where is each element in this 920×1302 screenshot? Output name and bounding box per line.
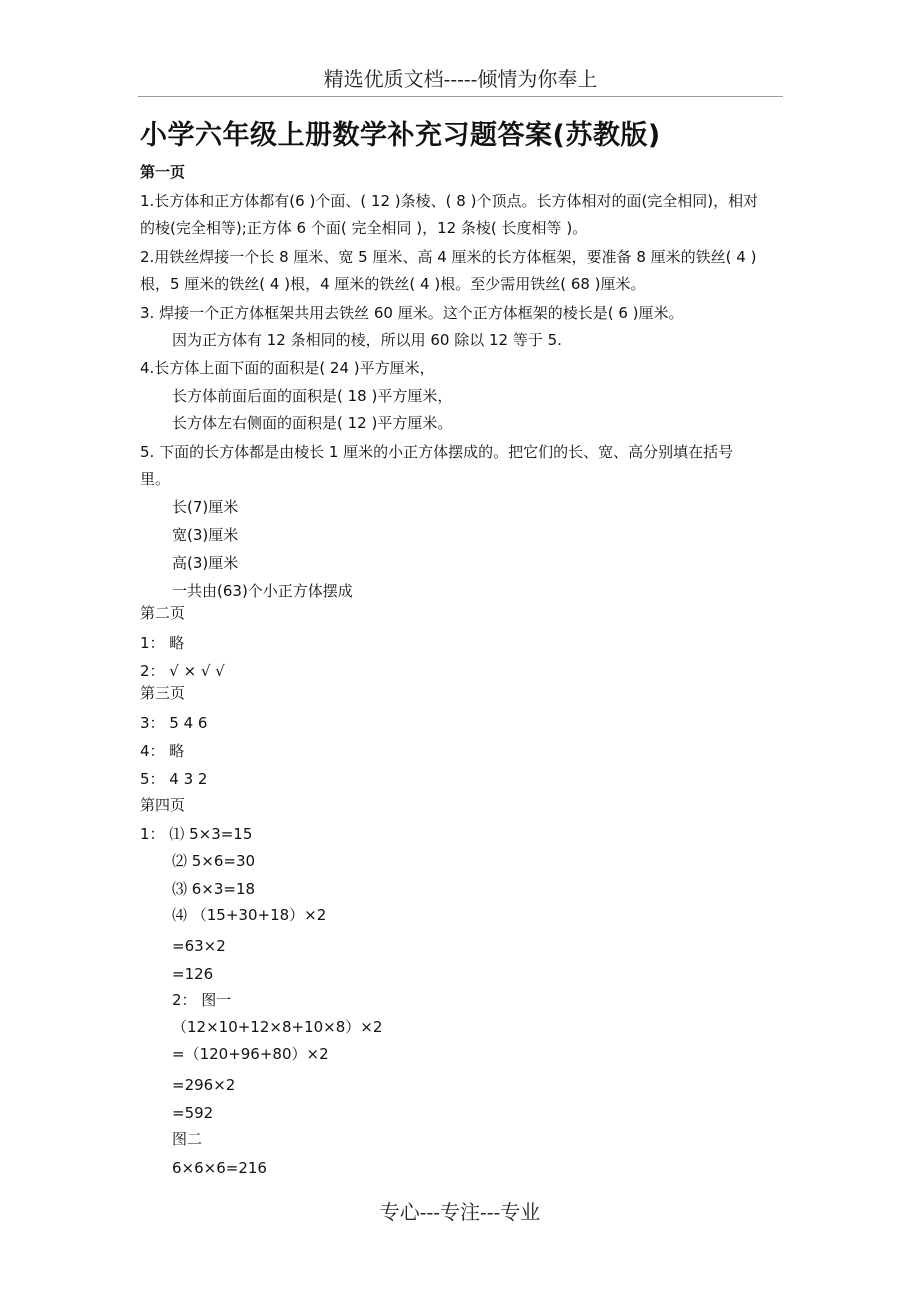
question-3-line-2: 因为正方体有 12 条相同的棱，所以用 60 除以 12 等于 5. <box>172 331 562 349</box>
question-5-line-1: 5. 下面的长方体都是由棱长 1 厘米的小正方体摆成的。把它们的长、宽、高分别填在括号 <box>140 443 734 461</box>
page4-line-13: 6×6×6=216 <box>172 1159 267 1177</box>
section-heading-page1: 第一页 <box>140 163 186 181</box>
page3-answer-3: 3： 5 4 6 <box>140 714 208 732</box>
question-3-line-1: 3. 焊接一个正方体框架共用去铁丝 60 厘米。这个正方体框架的棱长是( 6 )厘米。 <box>140 304 684 322</box>
question-5-width: 宽(3)厘米 <box>172 526 239 544</box>
document-title: 小学六年级上册数学补充习题答案(苏教版) <box>140 120 661 151</box>
page2-answer-2: 2： √ × √ √ <box>140 662 225 680</box>
question-1-line-2: 的棱(完全相等);正方体 6 个面( 完全相同 )，12 条棱( 长度相等 )。 <box>140 219 588 237</box>
question-4-line-3: 长方体左右侧面的面积是( 12 )平方厘米。 <box>172 414 453 432</box>
question-4-line-1: 4.长方体上面下面的面积是( 24 )平方厘米， <box>140 359 435 377</box>
page4-line-1: 1： ⑴ 5×3=15 <box>140 825 253 843</box>
section-heading-page3: 第三页 <box>140 684 186 702</box>
question-5-line-2: 里。 <box>140 470 171 488</box>
page4-line-12: 图二 <box>172 1130 203 1148</box>
page3-answer-5: 5： 4 3 2 <box>140 770 208 788</box>
section-heading-page4: 第四页 <box>140 796 186 814</box>
page4-line-5: =63×2 <box>172 937 226 955</box>
question-1-line-1: 1.长方体和正方体都有(6 )个面、( 12 )条棱、( 8 )个顶点。长方体相对的面(完全相同)，相对 <box>140 192 759 210</box>
page4-line-9: =（120+96+80）×2 <box>172 1045 329 1063</box>
page2-answer-1: 1： 略 <box>140 634 185 652</box>
section-heading-page2: 第二页 <box>140 604 186 622</box>
page4-line-3: ⑶ 6×3=18 <box>172 880 256 898</box>
question-5-height: 高(3)厘米 <box>172 554 239 572</box>
page-header: 精选优质文档-----倾情为你奉上 <box>138 62 783 97</box>
page4-line-10: =296×2 <box>172 1076 236 1094</box>
page4-line-11: =592 <box>172 1104 214 1122</box>
question-4-line-2: 长方体前面后面的面积是( 18 )平方厘米， <box>172 387 453 405</box>
page4-line-6: =126 <box>172 965 214 983</box>
page4-line-7: 2： 图一 <box>172 991 232 1009</box>
question-2-line-2: 根，5 厘米的铁丝( 4 )根，4 厘米的铁丝( 4 )根。至少需用铁丝( 68 )厘米。 <box>140 275 646 293</box>
page4-line-8: （12×10+12×8+10×8）×2 <box>172 1018 383 1036</box>
question-5-length: 长(7)厘米 <box>172 498 239 516</box>
page3-answer-4: 4： 略 <box>140 742 185 760</box>
question-5-total: 一共由(63)个小正方体摆成 <box>172 582 353 600</box>
page4-line-4: ⑷ （15+30+18）×2 <box>172 906 327 924</box>
page-footer: 专心---专注---专业 <box>379 1200 541 1224</box>
question-2-line-1: 2.用铁丝焊接一个长 8 厘米、宽 5 厘米、高 4 厘米的长方体框架，要准备 8 厘米的铁丝( 4 ) <box>140 248 757 266</box>
page4-line-2: ⑵ 5×6=30 <box>172 852 256 870</box>
